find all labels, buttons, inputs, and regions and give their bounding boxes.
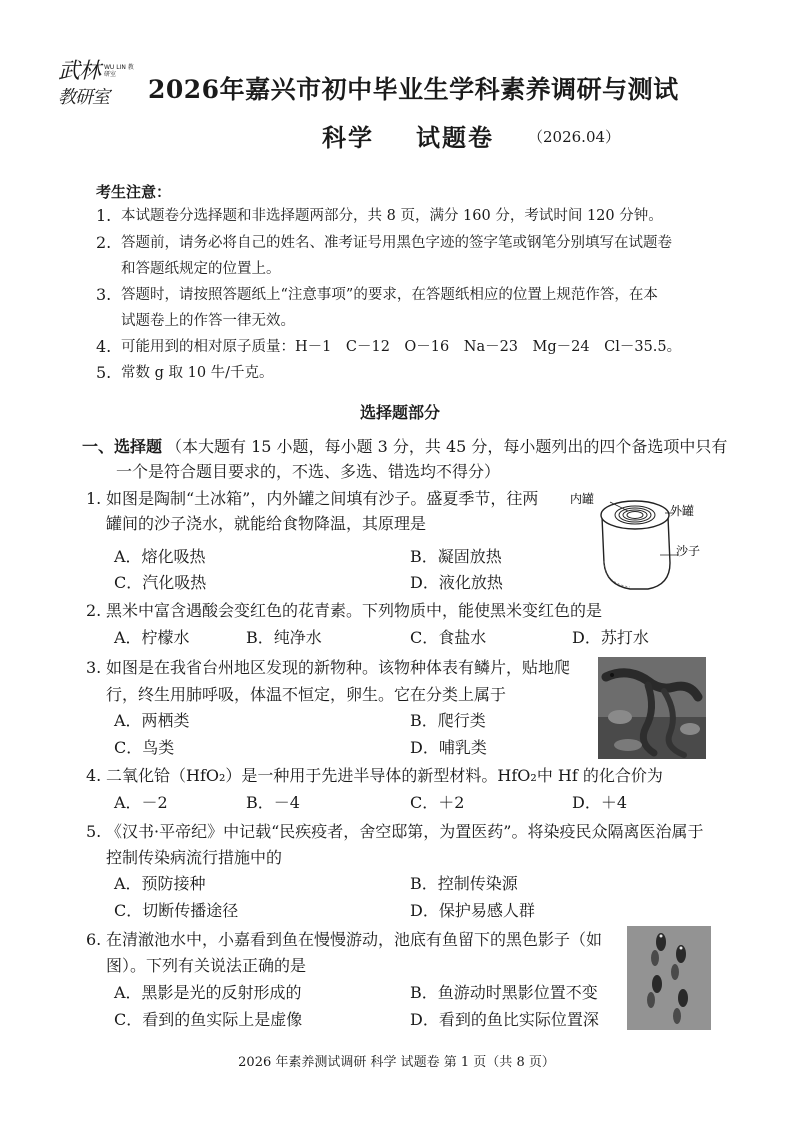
option-a[interactable]: A．两栖类 [114, 711, 190, 730]
option-d[interactable]: D．液化放热 [410, 573, 503, 592]
question-stem-line: 控制传染病流行措施中的 [106, 848, 283, 867]
lizard-photo [598, 657, 706, 759]
notice-line: 常数 g 取 10 牛/千克。 [121, 365, 274, 381]
question-stem-line: 如图是陶制“土冰箱”，内外罐之间填有沙子。盛夏季节，往两 [106, 489, 539, 508]
option-c[interactable]: C．汽化吸热 [114, 573, 207, 592]
question-stem-line: 在清澈池水中，小嘉看到鱼在慢慢游动，池底有鱼留下的黑色影子（如 [106, 930, 603, 949]
notice-number: 2. [96, 233, 112, 252]
question-stem-line: 黑米中富含遇酸会变红色的花青素。下列物质中，能使黑米变红色的是 [106, 601, 603, 620]
section-heading: 选择题部分 [360, 403, 441, 422]
subject-title: 科学 [322, 123, 374, 152]
question-stem-line: 罐间的沙子浇水，就能给食物降温，其原理是 [106, 514, 427, 533]
option-d[interactable]: D．保护易感人群 [410, 901, 535, 920]
page-footer: 2026 年素养测试调研 科学 试题卷 第 1 页（共 8 页） [238, 1055, 555, 1070]
question-number: 1. [86, 489, 102, 508]
option-b[interactable]: B．－4 [246, 793, 300, 812]
option-c[interactable]: C．看到的鱼实际上是虚像 [114, 1010, 303, 1029]
notice-line: 试题卷上的作答一律无效。 [121, 313, 295, 329]
logo-subtitle: WU LIN 教研室 [104, 64, 134, 78]
question-number: 4. [86, 766, 102, 785]
inner-pot-label: 内罐 [570, 492, 595, 506]
notice-number: 5. [96, 363, 112, 382]
notice-number: 3. [96, 285, 112, 304]
notice-number: 4. [96, 337, 112, 356]
option-b[interactable]: B．凝固放热 [410, 547, 502, 566]
outer-pot-label: 外罐 [670, 504, 695, 518]
option-a[interactable]: A．黑影是光的反射形成的 [114, 983, 302, 1002]
exam-title: 2026年嘉兴市初中毕业生学科素养调研与测试 [148, 75, 679, 104]
notice-title: 考生注意： [96, 183, 172, 201]
question-stem-line: 行，终生用肺呼吸，体温不恒定，卵生。它在分类上属于 [106, 685, 507, 704]
question-stem-line: 图）。下列有关说法正确的是 [106, 956, 307, 975]
option-c[interactable]: C．鸟类 [114, 738, 175, 757]
logo-line-1: 武林 [58, 59, 101, 84]
question-stem-line: 二氧化铪（HfO₂）是一种用于先进半导体的新型材料。HfO₂中 Hf 的化合价为 [106, 766, 663, 785]
option-a[interactable]: A．熔化吸热 [114, 547, 206, 566]
question-stem-line: 如图是在我省台州地区发现的新物种。该物种体表有鳞片，贴地爬 [106, 658, 571, 677]
notice-line: 答题前，请务必将自己的姓名、准考证号用黑色字迹的签字笔或钢笔分别填写在试题卷 [121, 235, 672, 251]
option-a[interactable]: A．－2 [114, 793, 168, 812]
option-a[interactable]: A．柠檬水 [114, 628, 190, 647]
sand-label: 沙子 [676, 544, 701, 558]
notice-line: 本试题卷分选择题和非选择题两部分，共 8 页，满分 160 分，考试时间 120 分钟。 [121, 208, 663, 224]
question-stem-line: 《汉书·平帝纪》中记载“民疾疫者，舍空邸第，为置医药”。将染疫民众隔离医治属于 [106, 822, 704, 841]
notice-number: 1. [96, 206, 112, 225]
notice-line: 可能用到的相对原子质量：H－1 C－12 O－16 Na－23 Mg－24 Cl－35.5。 [121, 339, 682, 355]
question-number: 2. [86, 601, 102, 620]
option-d[interactable]: D．哺乳类 [410, 738, 487, 757]
option-b[interactable]: B．控制传染源 [410, 874, 518, 893]
question-number: 5. [86, 822, 102, 841]
option-b[interactable]: B．爬行类 [410, 711, 486, 730]
option-b[interactable]: B．鱼游动时黑影位置不变 [410, 983, 598, 1002]
notice-line: 答题时，请按照答题纸上“注意事项”的要求，在答题纸相应的位置上规范作答，在本 [121, 287, 658, 303]
logo [58, 60, 136, 114]
option-c[interactable]: C．切断传播途径 [114, 901, 239, 920]
option-c[interactable]: C．食盐水 [410, 628, 487, 647]
part-instruction-line: 一个是符合题目要求的，不选、多选、错选均不得分） [116, 462, 501, 481]
option-b[interactable]: B．纯净水 [246, 628, 322, 647]
option-d[interactable]: D．苏打水 [572, 628, 649, 647]
part-instruction-line: （本大题有 15 小题，每小题 3 分，共 45 分，每小题列出的四个备选项中只有 [166, 437, 728, 456]
option-c[interactable]: C．＋2 [410, 793, 465, 812]
exam-date: （2026.04） [528, 128, 621, 146]
fish-pond-photo [627, 926, 711, 1030]
notice-line: 和答题纸规定的位置上。 [121, 261, 281, 277]
option-a[interactable]: A．预防接种 [114, 874, 206, 893]
clay-pot-figure [570, 485, 720, 600]
question-number: 6. [86, 930, 102, 949]
question-number: 3. [86, 658, 102, 677]
part-label: 一、选择题 [82, 437, 163, 456]
option-d[interactable]: D．看到的鱼比实际位置深 [410, 1010, 599, 1029]
logo-line-2: 教研室 [58, 87, 109, 108]
paper-title: 试题卷 [416, 123, 494, 152]
option-d[interactable]: D．＋4 [572, 793, 628, 812]
